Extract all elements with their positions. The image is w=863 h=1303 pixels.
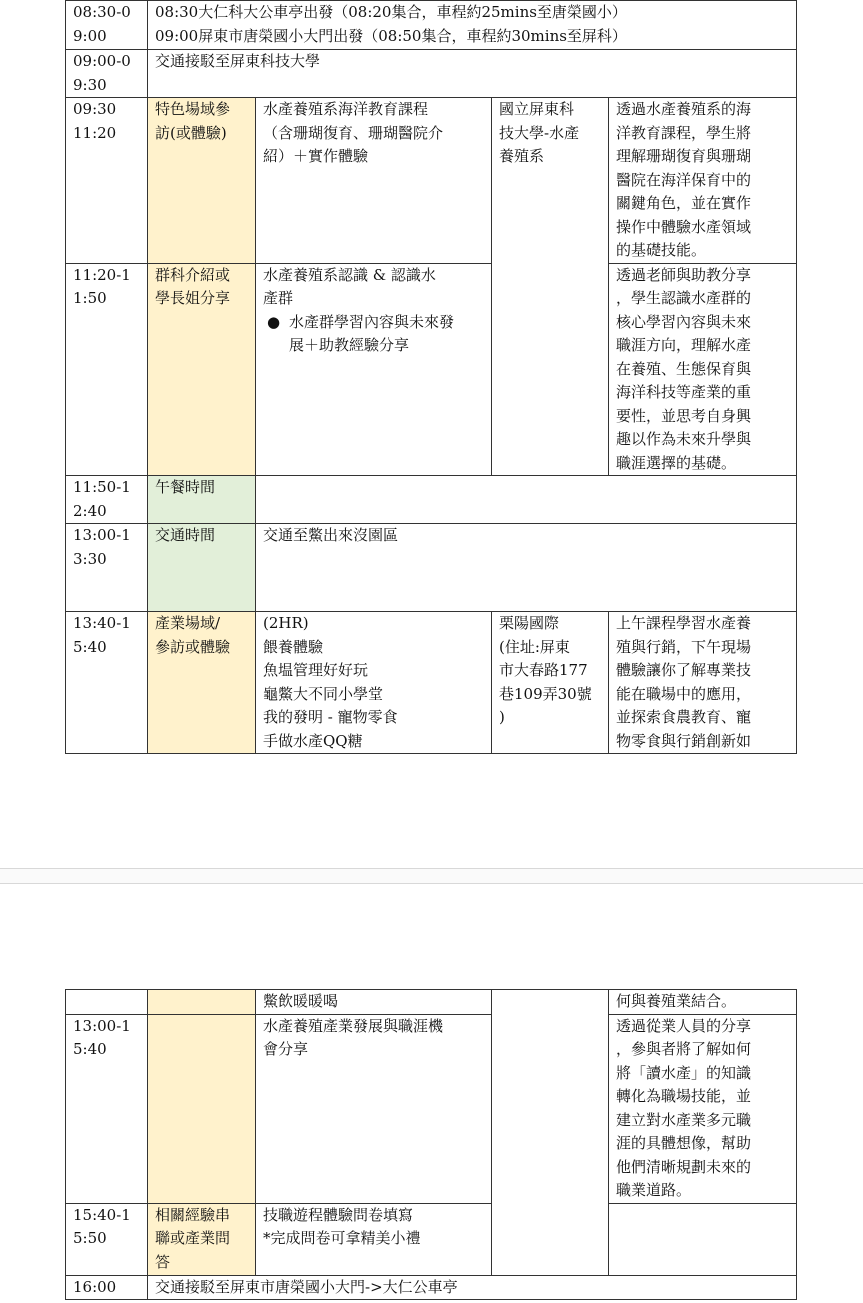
goal-cell: 透過從業人員的分享 ，參與者將了解如何 將「讀水產」的知識 轉化為職場技能，並 建立對水產業多元職 涯的具體想像，幫助 他們清晰規劃未來的 職業道路。 xyxy=(609,1014,797,1203)
time-cell xyxy=(66,990,148,1015)
time-cell: 13:00-1 5:40 xyxy=(66,1014,148,1203)
table-row xyxy=(66,1275,797,1300)
content-cell: 鱉飲暖暖喝 xyxy=(256,990,492,1015)
table-row xyxy=(66,990,797,1015)
category-cell xyxy=(148,1014,256,1203)
goal-cell: 透過老師與助教分享 ，學生認識水產群的 核心學習內容與未來 職涯方向，理解水產 在養殖、生態保育與 海洋科技等產業的重 要性，並思考自身興 趣以作為未來升學與 職涯選擇的基礎。 xyxy=(609,263,797,476)
category-cell: 群科介紹或 學長姐分享 xyxy=(148,263,256,476)
table-row xyxy=(66,612,797,754)
time-cell: 09:00-0 9:30 xyxy=(66,50,148,98)
category-cell: 午餐時間 xyxy=(148,476,256,524)
category-cell: 相關經驗串 聯或產業問 答 xyxy=(148,1203,256,1275)
time-cell: 11:50-1 2:40 xyxy=(66,476,148,524)
time-cell: 08:30-0 9:00 xyxy=(66,1,148,50)
category-cell xyxy=(148,990,256,1015)
goal-cell xyxy=(609,1203,797,1275)
goal-cell: 上午課程學習水產養 殖與行銷，下午現場 體驗讓你了解專業技 能在職場中的應用， 並探索食農教育、寵 物零食與行銷創新如 xyxy=(609,612,797,754)
empty-cell xyxy=(256,476,797,524)
page-break-gap xyxy=(0,868,863,884)
content-cell: 交通至鱉出來沒園區 xyxy=(256,524,797,612)
category-cell: 產業場域/ 參訪或體驗 xyxy=(148,612,256,754)
table-row xyxy=(66,263,797,476)
merged-cell: 08:30大仁科大公車亭出發（08:20集合，車程約25mins至唐榮國小） 09:00屏東市唐榮國小大門出發（08:50集合，車程約30mins至屏科） xyxy=(148,1,797,50)
goal-cell: 何與養殖業結合。 xyxy=(609,990,797,1015)
table-row xyxy=(66,1203,797,1275)
content-cell: 技職遊程體驗問卷填寫 *完成問卷可拿精美小禮 xyxy=(256,1203,492,1275)
location-cell: 國立屏東科 技大學-水產 養殖系 xyxy=(492,98,609,476)
time-cell: 11:20-1 1:50 xyxy=(66,263,148,476)
merged-cell: 交通接駁至屏東科技大學 xyxy=(148,50,797,98)
table-row xyxy=(66,1,797,50)
time-cell: 13:00-1 3:30 xyxy=(66,524,148,612)
goal-cell: 透過水產養殖系的海 洋教育課程，學生將 理解珊瑚復育與珊瑚 醫院在海洋保育中的 關鍵角色，並在實作 操作中體驗水產領域 的基礎技能。 xyxy=(609,98,797,264)
category-cell: 交通時間 xyxy=(148,524,256,612)
location-cell xyxy=(492,990,609,1276)
content-cell: 水產養殖產業發展與職涯機 會分享 xyxy=(256,1014,492,1203)
content-cell: 水產養殖系認識 & 認識水 產群 ● 水產群學習內容與未來發 展＋助教經驗分享 xyxy=(256,263,492,476)
category-cell: 特色場域參 訪(或體驗) xyxy=(148,98,256,264)
time-cell: 09:30 11:20 xyxy=(66,98,148,264)
content-cell: 水產養殖系海洋教育課程 （含珊瑚復育、珊瑚醫院介 紹）＋實作體驗 xyxy=(256,98,492,264)
time-cell: 13:40-1 5:40 xyxy=(66,612,148,754)
content-cell: (2HR) 餵養體驗 魚塭管理好好玩 龜鱉大不同小學堂 我的發明 - 寵物零食 手做水產QQ糖 xyxy=(256,612,492,754)
table-row xyxy=(66,1014,797,1203)
table-row xyxy=(66,98,797,264)
schedule-table-top xyxy=(65,0,797,754)
location-cell: 栗陽國際 (住址:屏東 市大春路177 巷109弄30號 ) xyxy=(492,612,609,754)
schedule-table-bottom xyxy=(65,989,797,1300)
bullet-item: ● 水產群學習內容與未來發 展＋助教經驗分享 xyxy=(267,312,455,354)
time-cell: 16:00 xyxy=(66,1275,148,1300)
table-row xyxy=(66,50,797,98)
table-row xyxy=(66,476,797,524)
table-row xyxy=(66,524,797,612)
time-cell: 15:40-1 5:50 xyxy=(66,1203,148,1275)
merged-cell: 交通接駁至屏東市唐榮國小大門->大仁公車亭 xyxy=(148,1275,797,1300)
